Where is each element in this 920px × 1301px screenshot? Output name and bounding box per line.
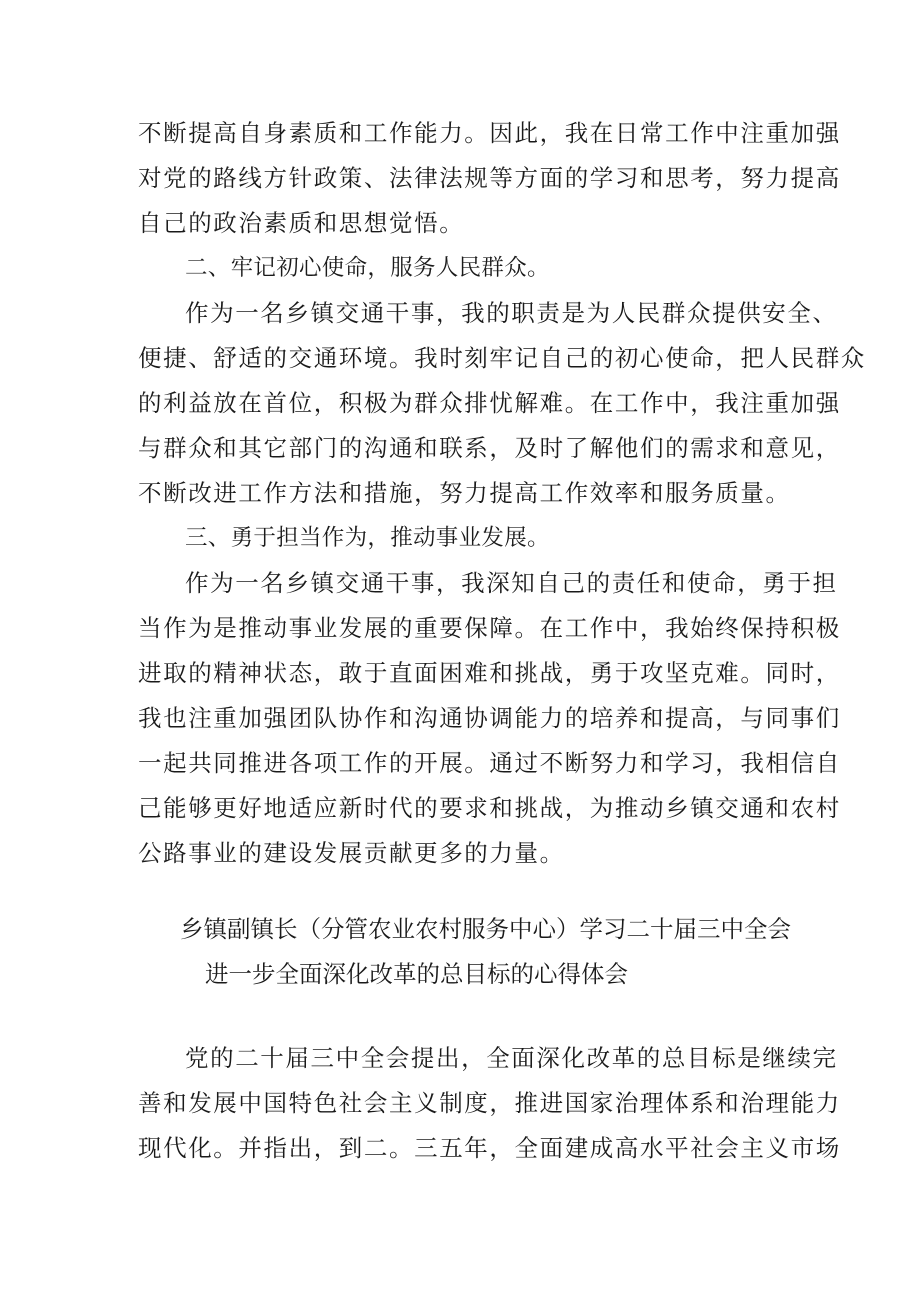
section-heading-3: 三、勇于担当作为，推动事业发展。 (185, 525, 550, 551)
paragraph-1-line-2: 对党的路线方针政策、法律法规等方面的学习和思考，努力提高 (138, 164, 841, 192)
paragraph-3-line-6: 己能够更好地适应新时代的要求和挑战，为推动乡镇交通和农村 (138, 794, 841, 822)
paragraph-4-line-1: 党的二十届三中全会提出，全面深化改革的总目标是继续完 (185, 1044, 838, 1072)
paragraph-4-line-3: 现代化。并指出，到二。三五年，全面建成高水平社会主义市场 (138, 1134, 841, 1162)
paragraph-3-line-5: 一起共同推进各项工作的开展。通过不断努力和学习，我相信自 (138, 749, 841, 777)
paragraph-3-line-7: 公路事业的建设发展贡献更多的力量。 (138, 839, 565, 867)
paragraph-1-line-3: 自己的政治素质和思想觉悟。 (138, 209, 465, 237)
paragraph-1-line-1: 不断提高自身素质和工作能力。因此，我在日常工作中注重加强 (138, 119, 841, 147)
article-title-line-2: 进一步全面深化改革的总目标的心得体会 (205, 960, 628, 988)
section-heading-2: 二、牢记初心使命，服务人民群众。 (185, 255, 550, 281)
paragraph-3-line-2: 当作为是推动事业发展的重要保障。在工作中，我始终保持积极 (138, 614, 841, 642)
paragraph-2-line-1: 作为一名乡镇交通干事，我的职责是为人民群众提供安全、 (185, 299, 838, 327)
paragraph-2-line-2: 便捷、舒适的交通环境。我时刻牢记自己的初心使命，把人民群众 (138, 344, 866, 372)
paragraph-4-line-2: 善和发展中国特色社会主义制度，推进国家治理体系和治理能力 (138, 1089, 841, 1117)
paragraph-3-line-4: 我也注重加强团队协作和沟通协调能力的培养和提高，与同事们 (138, 704, 841, 732)
paragraph-2-line-3: 的利益放在首位，积极为群众排忧解难。在工作中，我注重加强 (138, 389, 841, 417)
paragraph-2-line-4: 与群众和其它部门的沟通和联系，及时了解他们的需求和意见， (138, 434, 841, 462)
paragraph-3-line-1: 作为一名乡镇交通干事，我深知自己的责任和使命，勇于担 (185, 569, 838, 597)
paragraph-2-line-5: 不断改进工作方法和措施，努力提高工作效率和服务质量。 (138, 479, 791, 507)
paragraph-3-line-3: 进取的精神状态，敢于直面困难和挑战，勇于攻坚克难。同时， (138, 659, 841, 687)
article-title-line-1: 乡镇副镇长（分管农业农村服务中心）学习二十届三中全会 (180, 915, 791, 943)
